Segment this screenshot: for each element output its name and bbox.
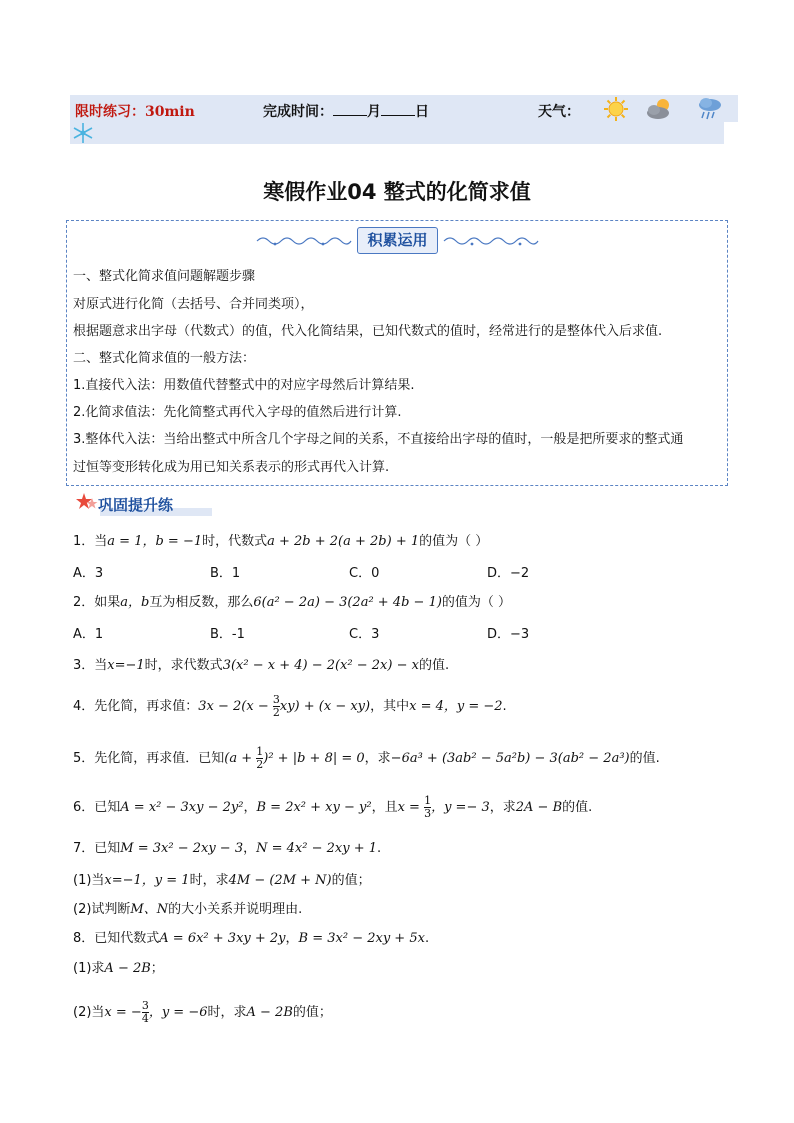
- q4-fraction-den: 2: [272, 706, 280, 719]
- q8-expression-b: B = 3x² − 2xy + 5x: [298, 931, 425, 946]
- question-7: [73, 837, 381, 856]
- q8-s2-pre: (2)当: [73, 1005, 105, 1020]
- summary-line: 根据题意求出字母（代数式）的值，代入化简结果，已知代数式的值时，经常进行的是整体代入后求值.: [73, 324, 663, 339]
- time-limit-value: 30min: [145, 104, 195, 120]
- q6-mid2: ，求: [489, 800, 516, 815]
- q5-condition-a: (a +: [224, 751, 257, 766]
- q7-s2-post: 的大小关系并说明理由.: [168, 902, 303, 917]
- section-title: 巩固提升练: [98, 496, 174, 514]
- question-7-part-2: [73, 898, 302, 917]
- q8-pre: 8．已知代数式: [73, 931, 160, 946]
- q2-option-b[interactable]: B．-1: [210, 627, 245, 642]
- summary-line: 3.整体代入法：当给出整式中所含几个字母之间的关系，不直接给出字母的值时，一般是把所要求的整式通: [73, 432, 684, 447]
- q8-s2-y: ，y = −6: [148, 1005, 208, 1020]
- summary-line: 1.直接代入法：用数值代替整式中的对应字母然后计算结果.: [73, 378, 415, 393]
- question-8-part-2: [73, 1000, 332, 1025]
- q5-post: 的值.: [629, 751, 660, 766]
- q7-pre: 7．已知: [73, 841, 121, 856]
- summary-badge: 积累运用: [357, 227, 438, 254]
- q4-mid: ，其中: [370, 699, 410, 714]
- q6-post: 的值.: [562, 800, 593, 815]
- q5-expression: −6a³ + (3ab² − 5a²b) − 3(ab² − 2a³): [390, 751, 630, 766]
- q2-option-a[interactable]: A．1: [73, 627, 104, 642]
- q1-option-a[interactable]: A．3: [73, 566, 104, 581]
- day-blank[interactable]: [381, 103, 415, 116]
- q5-pre: 5．先化简，再求值．已知: [73, 751, 225, 766]
- q8-s1-post: ；: [150, 961, 164, 976]
- summary-line: 对原式进行化简（去括号、合并同类项），: [73, 297, 314, 312]
- summary-line: 2.化简求值法：先化简整式再代入字母的值然后进行计算.: [73, 405, 402, 420]
- question-1: [73, 530, 488, 549]
- q6-pre: 6．已知: [73, 800, 121, 815]
- q5-fraction-den: 2: [256, 758, 264, 771]
- q2-post: 的值为（ ）: [441, 595, 512, 610]
- q4-post: .: [502, 699, 507, 714]
- q3-condition: x=−1: [107, 658, 145, 673]
- q6-fraction-den: 3: [424, 807, 432, 820]
- snowflake-icon[interactable]: [72, 122, 94, 144]
- day-label: 日: [415, 104, 429, 120]
- q1-mid: 时，代数式: [202, 534, 268, 549]
- q2-pre: 2．如果: [73, 595, 121, 610]
- q5-fraction-num: 1: [256, 745, 264, 758]
- q6-separator: ，: [243, 800, 257, 815]
- q6-fraction-num: 1: [424, 794, 432, 807]
- left-wave-decoration: [255, 233, 353, 249]
- q8-separator: ，: [285, 931, 299, 946]
- q8-s2-expression: A − 2B: [246, 1005, 293, 1020]
- q7-s2-pre: (2)试判断: [73, 902, 131, 917]
- q2-option-d[interactable]: D．−3: [487, 627, 530, 642]
- q6-x-eq: x =: [397, 800, 425, 815]
- q8-s2-post: 的值；: [292, 1005, 332, 1020]
- q8-fraction-num: 3: [141, 999, 149, 1012]
- time-limit-label: 限时练习：: [75, 104, 145, 120]
- q1-post: 的值为（ ）: [419, 534, 489, 549]
- q7-expression-n: N = 4x² − 2xy + 1: [256, 841, 378, 856]
- q8-s2-x: x = −: [104, 1005, 142, 1020]
- q8-s1-expression: A − 2B: [104, 961, 151, 976]
- weather-label: 天气：: [538, 104, 580, 120]
- q6-y-eq: ，y =− 3: [431, 800, 490, 815]
- header-bar-lower: [70, 122, 724, 144]
- q2-expression: 6(a² − 2a) − 3(2a² + 4b − 1): [253, 595, 442, 610]
- q3-pre: 3．当: [73, 658, 108, 673]
- month-label: 月: [367, 104, 381, 120]
- question-4: [73, 694, 507, 719]
- q7-s2-vars: M、N: [130, 902, 169, 917]
- rain-cloud-icon[interactable]: [697, 96, 723, 122]
- q3-expression: 3(x² − x + 4) − 2(x² − 2x) − x: [222, 658, 419, 673]
- q5-mid: ，求: [364, 751, 391, 766]
- q2-vars: a，b: [120, 595, 150, 610]
- q7-separator: ，: [243, 841, 257, 856]
- question-8: [73, 927, 429, 946]
- q2-mid: 互为相反数，那么: [149, 595, 254, 610]
- q1-option-b[interactable]: B．1: [210, 566, 241, 581]
- q8-post: .: [424, 931, 430, 946]
- page-title: 寒假作业04 整式的化简求值: [263, 180, 531, 204]
- summary-line: 二、整式化简求值的一般方法：: [73, 351, 256, 366]
- q7-s1-expression: 4M − (2M + N): [228, 873, 332, 888]
- finish-time: [263, 101, 429, 121]
- q5-condition-b: )² + |b + 8| = 0: [263, 751, 365, 766]
- question-6: [73, 795, 592, 820]
- q4-fraction-num: 3: [272, 693, 280, 706]
- question-2: [73, 591, 511, 610]
- q2-option-c[interactable]: C．3: [349, 627, 380, 642]
- star-pair-icon: [76, 492, 98, 512]
- time-limit: [75, 101, 195, 121]
- cloud-sun-icon[interactable]: [645, 96, 675, 122]
- q7-s1-mid: 时，求: [189, 873, 229, 888]
- q7-expression-m: M = 3x² − 2xy − 3: [120, 841, 244, 856]
- q4-fraction: [273, 694, 280, 719]
- q6-expression-b: B = 2x² + xy − y²: [256, 800, 372, 815]
- q3-mid: 时，求代数式: [144, 658, 223, 673]
- q1-expression: a + 2b + 2(a + 2b) + 1: [267, 534, 420, 549]
- q6-expression-a: A = x² − 3xy − 2y²: [120, 800, 244, 815]
- q7-s1-post: 的值；: [331, 873, 371, 888]
- q7-s1-condition: x=−1，y = 1: [104, 873, 190, 888]
- q8-s2-mid: 时，求: [207, 1005, 247, 1020]
- question-8-part-1: [73, 957, 164, 976]
- month-blank[interactable]: [333, 103, 367, 116]
- q4-pre: 4．先化简，再求值：: [73, 699, 199, 714]
- q8-expression-a: A = 6x² + 3xy + 2y: [159, 931, 286, 946]
- finish-time-label: 完成时间：: [263, 104, 333, 120]
- q6-target: 2A − B: [515, 800, 563, 815]
- q3-post: 的值.: [418, 658, 450, 673]
- question-5: [73, 746, 660, 771]
- q8-s1-pre: (1)求: [73, 961, 105, 976]
- q1-option-c[interactable]: C．0: [349, 566, 380, 581]
- q1-option-d[interactable]: D．−2: [487, 566, 530, 581]
- question-7-part-1: [73, 869, 371, 888]
- summary-line: 过恒等变形转化成为用已知关系表示的形式再代入计算.: [73, 460, 390, 475]
- q7-post: .: [377, 841, 382, 856]
- q4-expression-b: xy) + (x − xy): [279, 699, 371, 714]
- sun-icon[interactable]: [603, 96, 629, 122]
- right-wave-decoration: [442, 233, 540, 249]
- q6-mid: ，且: [371, 800, 398, 815]
- q4-condition: x = 4，y = −2: [409, 699, 503, 714]
- question-3: [73, 654, 449, 673]
- q4-expression-a: 3x − 2(x −: [198, 699, 273, 714]
- summary-line: 一、整式化简求值问题解题步骤: [73, 269, 256, 284]
- q8-fraction: [142, 1000, 149, 1025]
- q1-condition: a = 1，b = −1: [107, 534, 203, 549]
- q8-fraction-den: 4: [141, 1012, 149, 1025]
- q7-s1-pre: (1)当: [73, 873, 105, 888]
- q1-pre: 1．当: [73, 534, 108, 549]
